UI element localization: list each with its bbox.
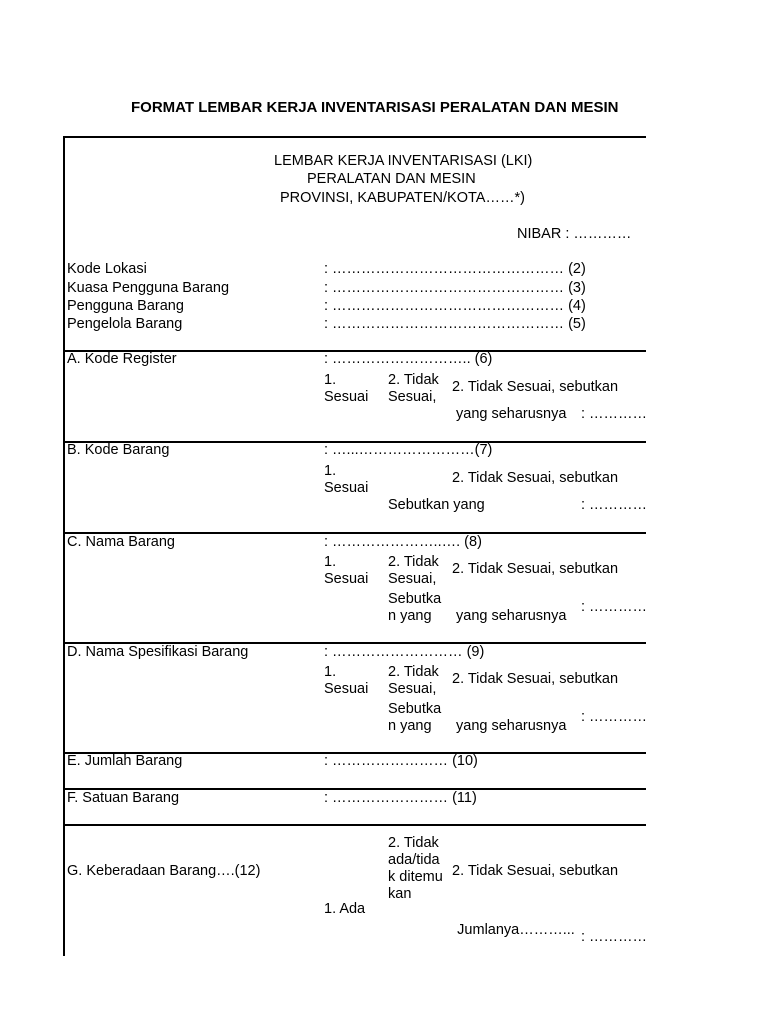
header-line-2: PERALATAN DAN MESIN [307,171,476,187]
seharusnya-label: yang seharusnya [456,718,567,734]
seharusnya-field[interactable]: : ………… [581,599,648,615]
nibar-field[interactable]: NIBAR : ………… [517,226,632,242]
option-tidak-sesuai-sebutkan[interactable]: 2. Tidak Sesuai, sebutkan [452,379,619,395]
kuasa-pengguna-value[interactable]: : ………………………………………… (3) [324,280,586,296]
satuan-barang-value[interactable]: : …………………… (11) [324,790,477,806]
kode-register-label: A. Kode Register [67,351,177,367]
seharusnya-field[interactable]: : ………… [581,709,648,725]
option-sesuai[interactable]: 1. Sesuai [324,372,369,405]
option-tidak-sesuai-sebutkan[interactable]: 2. Tidak Sesuai, sebutkan [452,561,619,577]
page-title: FORMAT LEMBAR KERJA INVENTARISASI PERALATAN DAN MESIN [131,99,619,116]
nama-barang-label: C. Nama Barang [67,534,175,550]
divider-g [63,824,646,826]
pengelola-barang-value[interactable]: : ………………………………………… (5) [324,316,586,332]
nama-spesifikasi-label: D. Nama Spesifikasi Barang [67,644,249,660]
form-left-border [63,136,65,956]
kode-barang-value[interactable]: : …...……………………(7) [324,442,493,458]
option-tidak-sesuai[interactable]: 2. Tidak Sesuai, [388,554,439,587]
pengelola-barang-label: Pengelola Barang [67,316,183,332]
sebutkan-label: Sebutkan yang [388,497,485,513]
header-line-1: LEMBAR KERJA INVENTARISASI (LKI) [274,153,533,169]
seharusnya-label: yang seharusnya [456,406,567,422]
option-tidak-sesuai-sebutkan[interactable]: 2. Tidak Sesuai, sebutkan [452,470,619,486]
option-sesuai[interactable]: 1. Sesuai [324,554,369,587]
option-sesuai[interactable]: 1. Sesuai [324,664,369,697]
pengguna-barang-value[interactable]: : ………………………………………… (4) [324,298,586,314]
kode-register-value[interactable]: : ……………………….. (6) [324,351,493,367]
keberadaan-barang-label: G. Keberadaan Barang….(12) [67,863,261,879]
sebutkan-field[interactable]: : ………… [581,497,648,513]
option-tidak-sesuai-sebutkan[interactable]: 2. Tidak Sesuai, sebutkan [452,863,619,879]
jumlah-barang-value[interactable]: : …………………… (10) [324,753,478,769]
kode-lokasi-label: Kode Lokasi [67,261,147,277]
satuan-barang-label: F. Satuan Barang [67,790,180,806]
kode-lokasi-value[interactable]: : ………………………………………… (2) [324,261,586,277]
option-sesuai[interactable]: 1. Sesuai [324,463,369,496]
pengguna-barang-label: Pengguna Barang [67,298,184,314]
seharusnya-label: yang seharusnya [456,608,567,624]
jumlah-field[interactable]: : ………… [581,929,648,945]
option-tidak-ada[interactable]: 2. Tidak ada/tidak ditemukan [388,835,443,902]
option-tidak-sesuai[interactable]: 2. Tidak Sesuai, [388,664,439,697]
jumlah-barang-label: E. Jumlah Barang [67,753,183,769]
nama-barang-value[interactable]: : …………………..…. (8) [324,534,482,550]
option-tidak-sesuai-sebutkan[interactable]: 2. Tidak Sesuai, sebutkan [452,671,619,687]
sebutkan-label: Sebutkan yang [388,701,442,734]
option-ada[interactable]: 1. Ada [324,901,366,917]
option-tidak-sesuai[interactable]: 2. Tidak Sesuai, [388,372,439,405]
kuasa-pengguna-label: Kuasa Pengguna Barang [67,280,230,296]
jumlah-label: Jumlanya………... [457,922,575,938]
nama-spesifikasi-value[interactable]: : ……………………… (9) [324,644,485,660]
seharusnya-field[interactable]: : ………… [581,406,648,422]
sebutkan-label: Sebutkan yang [388,591,442,624]
form-top-border [63,136,646,138]
header-line-3: PROVINSI, KABUPATEN/KOTA……*) [280,190,525,206]
kode-barang-label: B. Kode Barang [67,442,170,458]
